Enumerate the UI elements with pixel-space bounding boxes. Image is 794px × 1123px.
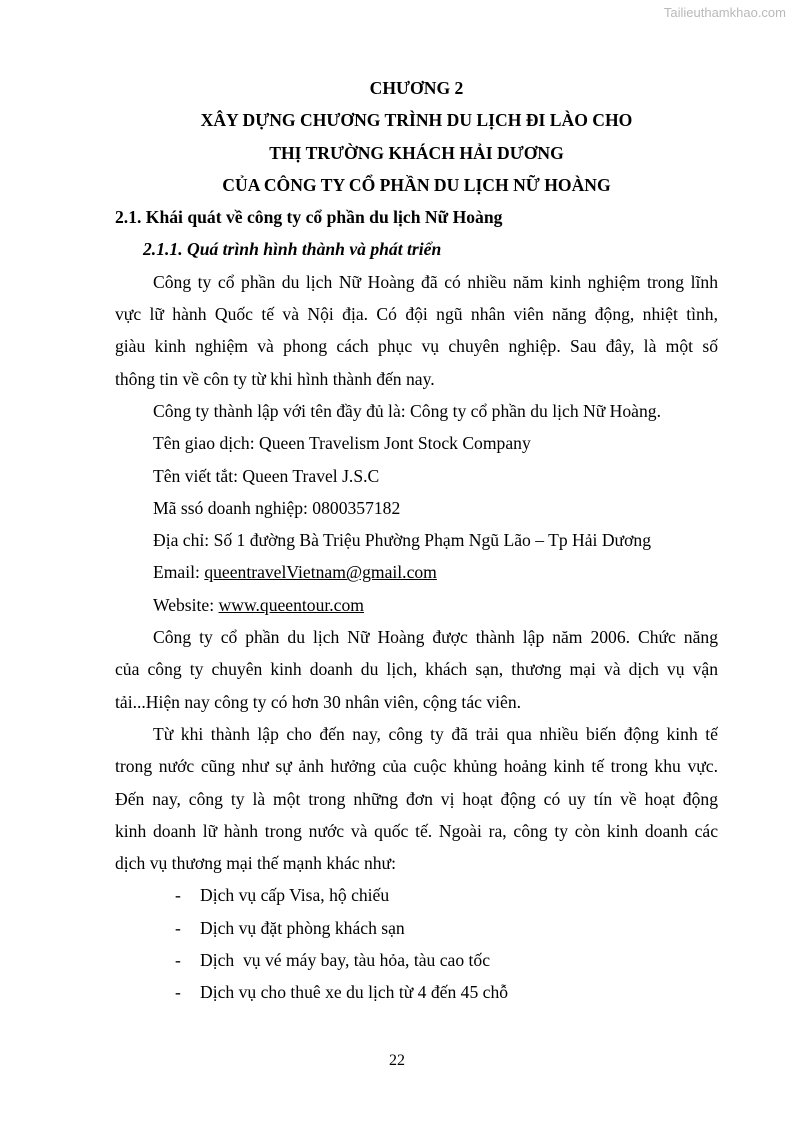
info-email [115,556,718,588]
paragraph-line: Từ khi thành lập cho đến nay, công ty đã trải qua nhiều biến động kinh tế [153,723,718,744]
info-short-name: Tên viết tắt: Queen Travel J.S.C [153,465,380,486]
list-item-text: Dịch vụ cho thuê xe du lịch từ 4 đến 45 chỗ [200,982,509,1003]
bullet-dash: - [175,917,181,938]
bullet-dash: - [175,885,181,906]
info-full-name: Công ty thành lập với tên đầy đủ là: Công ty cổ phần du lịch Nữ Hoàng. [153,400,661,421]
list-item-text: Dịch vụ vé máy bay, tàu hỏa, tàu cao tốc [200,950,491,971]
list-item [115,912,718,944]
bullet-dash: - [175,950,181,971]
watermark: Tailieuthamkhao.com [663,5,786,20]
paragraph-line: kinh doanh lữ hành trong nước và quốc tế. Ngoài ra, công ty còn kinh doanh các [115,820,718,841]
chapter-title-line: XÂY DỰNG CHƯƠNG TRÌNH DU LỊCH ĐI LÀO CHO [200,110,633,131]
section-heading: 2.1. Khái quát về công ty cổ phần du lịch Nữ Hoàng [115,207,503,228]
paragraph-line: trong nước cũng như sự ảnh hưởng của cuộc khủng hoảng kinh tế trong khu vực. [115,756,718,777]
chapter-title-line: THỊ TRƯỜNG KHÁCH HẢI DƯƠNG [269,142,564,163]
paragraph-line: dịch vụ thương mại thế mạnh khác như: [115,853,396,874]
list-item-text: Dịch vụ đặt phòng khách sạn [200,917,405,938]
paragraph-line: của công ty chuyên kinh doanh du lịch, khách sạn, thương mại và dịch vụ vận [115,659,718,680]
paragraph-line: giàu kinh nghiệm và phong cách phục vụ chuyên nghiệp. Sau đây, là một số [115,336,718,357]
page-body [115,72,718,1009]
subsection-heading: 2.1.1. Quá trình hình thành và phát triển [143,239,442,260]
website-label: Website: [153,594,219,615]
website-link[interactable]: www.queentour.com [218,594,364,615]
paragraph-line: Công ty cổ phần du lịch Nữ Hoàng đã có nhiều năm kinh nghiệm trong lĩnh [153,271,718,292]
paragraph-line: Công ty cổ phần du lịch Nữ Hoàng được thành lập năm 2006. Chức năng [153,627,718,648]
email-link[interactable]: queentravelVietnam@gmail.com [204,562,437,583]
paragraph-line: tải...Hiện nay công ty có hơn 30 nhân viên, cộng tác viên. [115,691,522,712]
info-tax-code: Mã ssó doanh nghiệp: 0800357182 [153,497,401,518]
bullet-dash: - [175,982,181,1003]
list-item [115,944,718,976]
info-website [115,589,718,621]
list-item [115,976,718,1008]
info-address: Địa chỉ: Số 1 đường Bà Triệu Phường Phạm Ngũ Lão – Tp Hải Dương [153,530,651,551]
email-label: Email: [153,562,205,583]
paragraph-line: Đến nay, công ty là một trong những đơn vị hoạt động có uy tín về hoạt động [115,788,718,809]
paragraph-line: thông tin về côn ty từ khi hình thành đến nay. [115,368,435,389]
list-item [115,879,718,911]
chapter-number: CHƯƠNG 2 [369,78,464,98]
page-number: 22 [389,1052,405,1069]
list-item-text: Dịch vụ cấp Visa, hộ chiếu [200,885,390,906]
paragraph-line: vực lữ hành Quốc tế và Nội địa. Có đội ngũ nhân viên năng động, nhiệt tình, [115,304,718,325]
info-trade-name: Tên giao dịch: Queen Travelism Jont Stock Company [153,433,531,454]
chapter-title-line: CỦA CÔNG TY CỔ PHẦN DU LỊCH NỮ HOÀNG [222,174,611,195]
